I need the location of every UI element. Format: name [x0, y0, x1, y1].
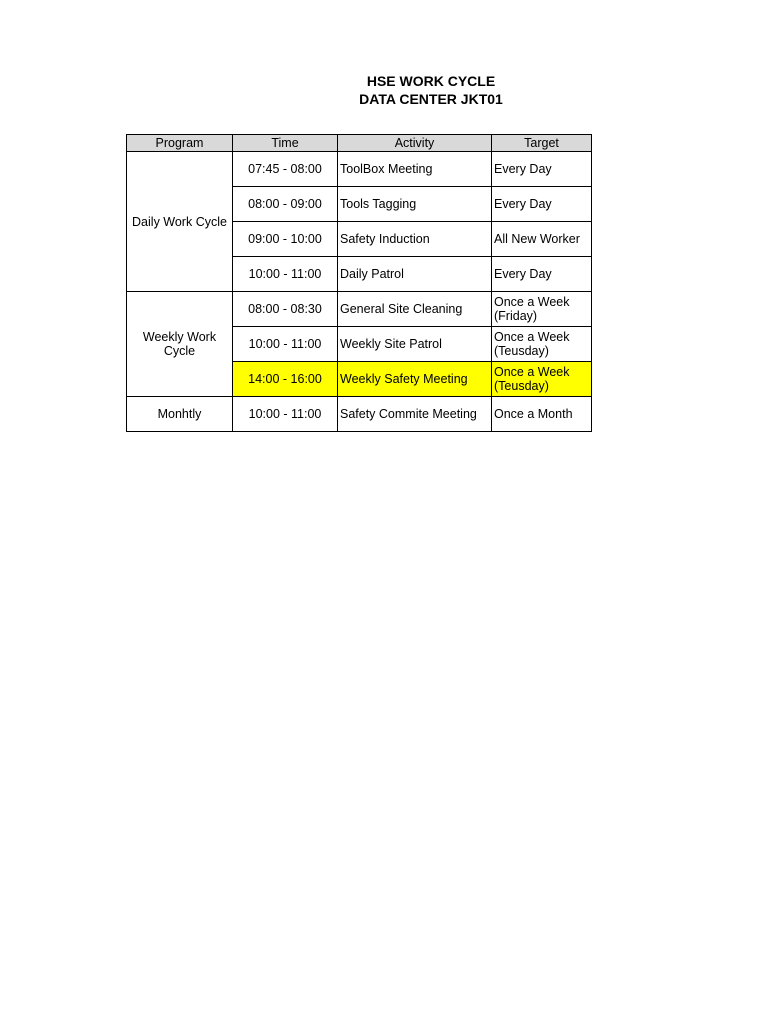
- program-daily: Daily Work Cycle: [127, 152, 233, 292]
- header-activity: Activity: [338, 135, 492, 152]
- table-row: [127, 397, 592, 432]
- cell-activity: Weekly Site Patrol: [338, 327, 492, 362]
- cell-time: 10:00 - 11:00: [233, 397, 338, 432]
- header-program: Program: [127, 135, 233, 152]
- title-line-1: HSE WORK CYCLE: [366, 73, 496, 89]
- cell-time: 10:00 - 11:00: [233, 327, 338, 362]
- header-time: Time: [233, 135, 338, 152]
- cell-target: Every Day: [492, 257, 592, 292]
- work-cycle-table: [126, 134, 592, 432]
- cell-activity: ToolBox Meeting: [338, 152, 492, 187]
- cell-target: Once a Week (Friday): [492, 292, 592, 327]
- cell-target: Once a Week (Teusday): [492, 327, 592, 362]
- cell-time: 09:00 - 10:00: [233, 222, 338, 257]
- cell-target: Every Day: [492, 152, 592, 187]
- title-line-2: DATA CENTER JKT01: [359, 91, 503, 107]
- program-weekly: Weekly Work Cycle: [127, 292, 233, 397]
- cell-time: 08:00 - 09:00: [233, 187, 338, 222]
- cell-activity: Safety Commite Meeting: [338, 397, 492, 432]
- cell-time: 07:45 - 08:00: [233, 152, 338, 187]
- table-row: [127, 152, 592, 187]
- table-header-row: [127, 135, 592, 152]
- document-title: [231, 72, 631, 108]
- cell-activity: Tools Tagging: [338, 187, 492, 222]
- cell-target: Every Day: [492, 187, 592, 222]
- cell-activity: Safety Induction: [338, 222, 492, 257]
- cell-activity: Daily Patrol: [338, 257, 492, 292]
- program-monthly: Monhtly: [127, 397, 233, 432]
- table-row: [127, 292, 592, 327]
- header-target: Target: [492, 135, 592, 152]
- cell-target: All New Worker: [492, 222, 592, 257]
- cell-activity: General Site Cleaning: [338, 292, 492, 327]
- cell-activity: Weekly Safety Meeting: [338, 362, 492, 397]
- cell-target: Once a Week (Teusday): [492, 362, 592, 397]
- cell-target: Once a Month: [492, 397, 592, 432]
- cell-time: 14:00 - 16:00: [233, 362, 338, 397]
- cell-time: 08:00 - 08:30: [233, 292, 338, 327]
- cell-time: 10:00 - 11:00: [233, 257, 338, 292]
